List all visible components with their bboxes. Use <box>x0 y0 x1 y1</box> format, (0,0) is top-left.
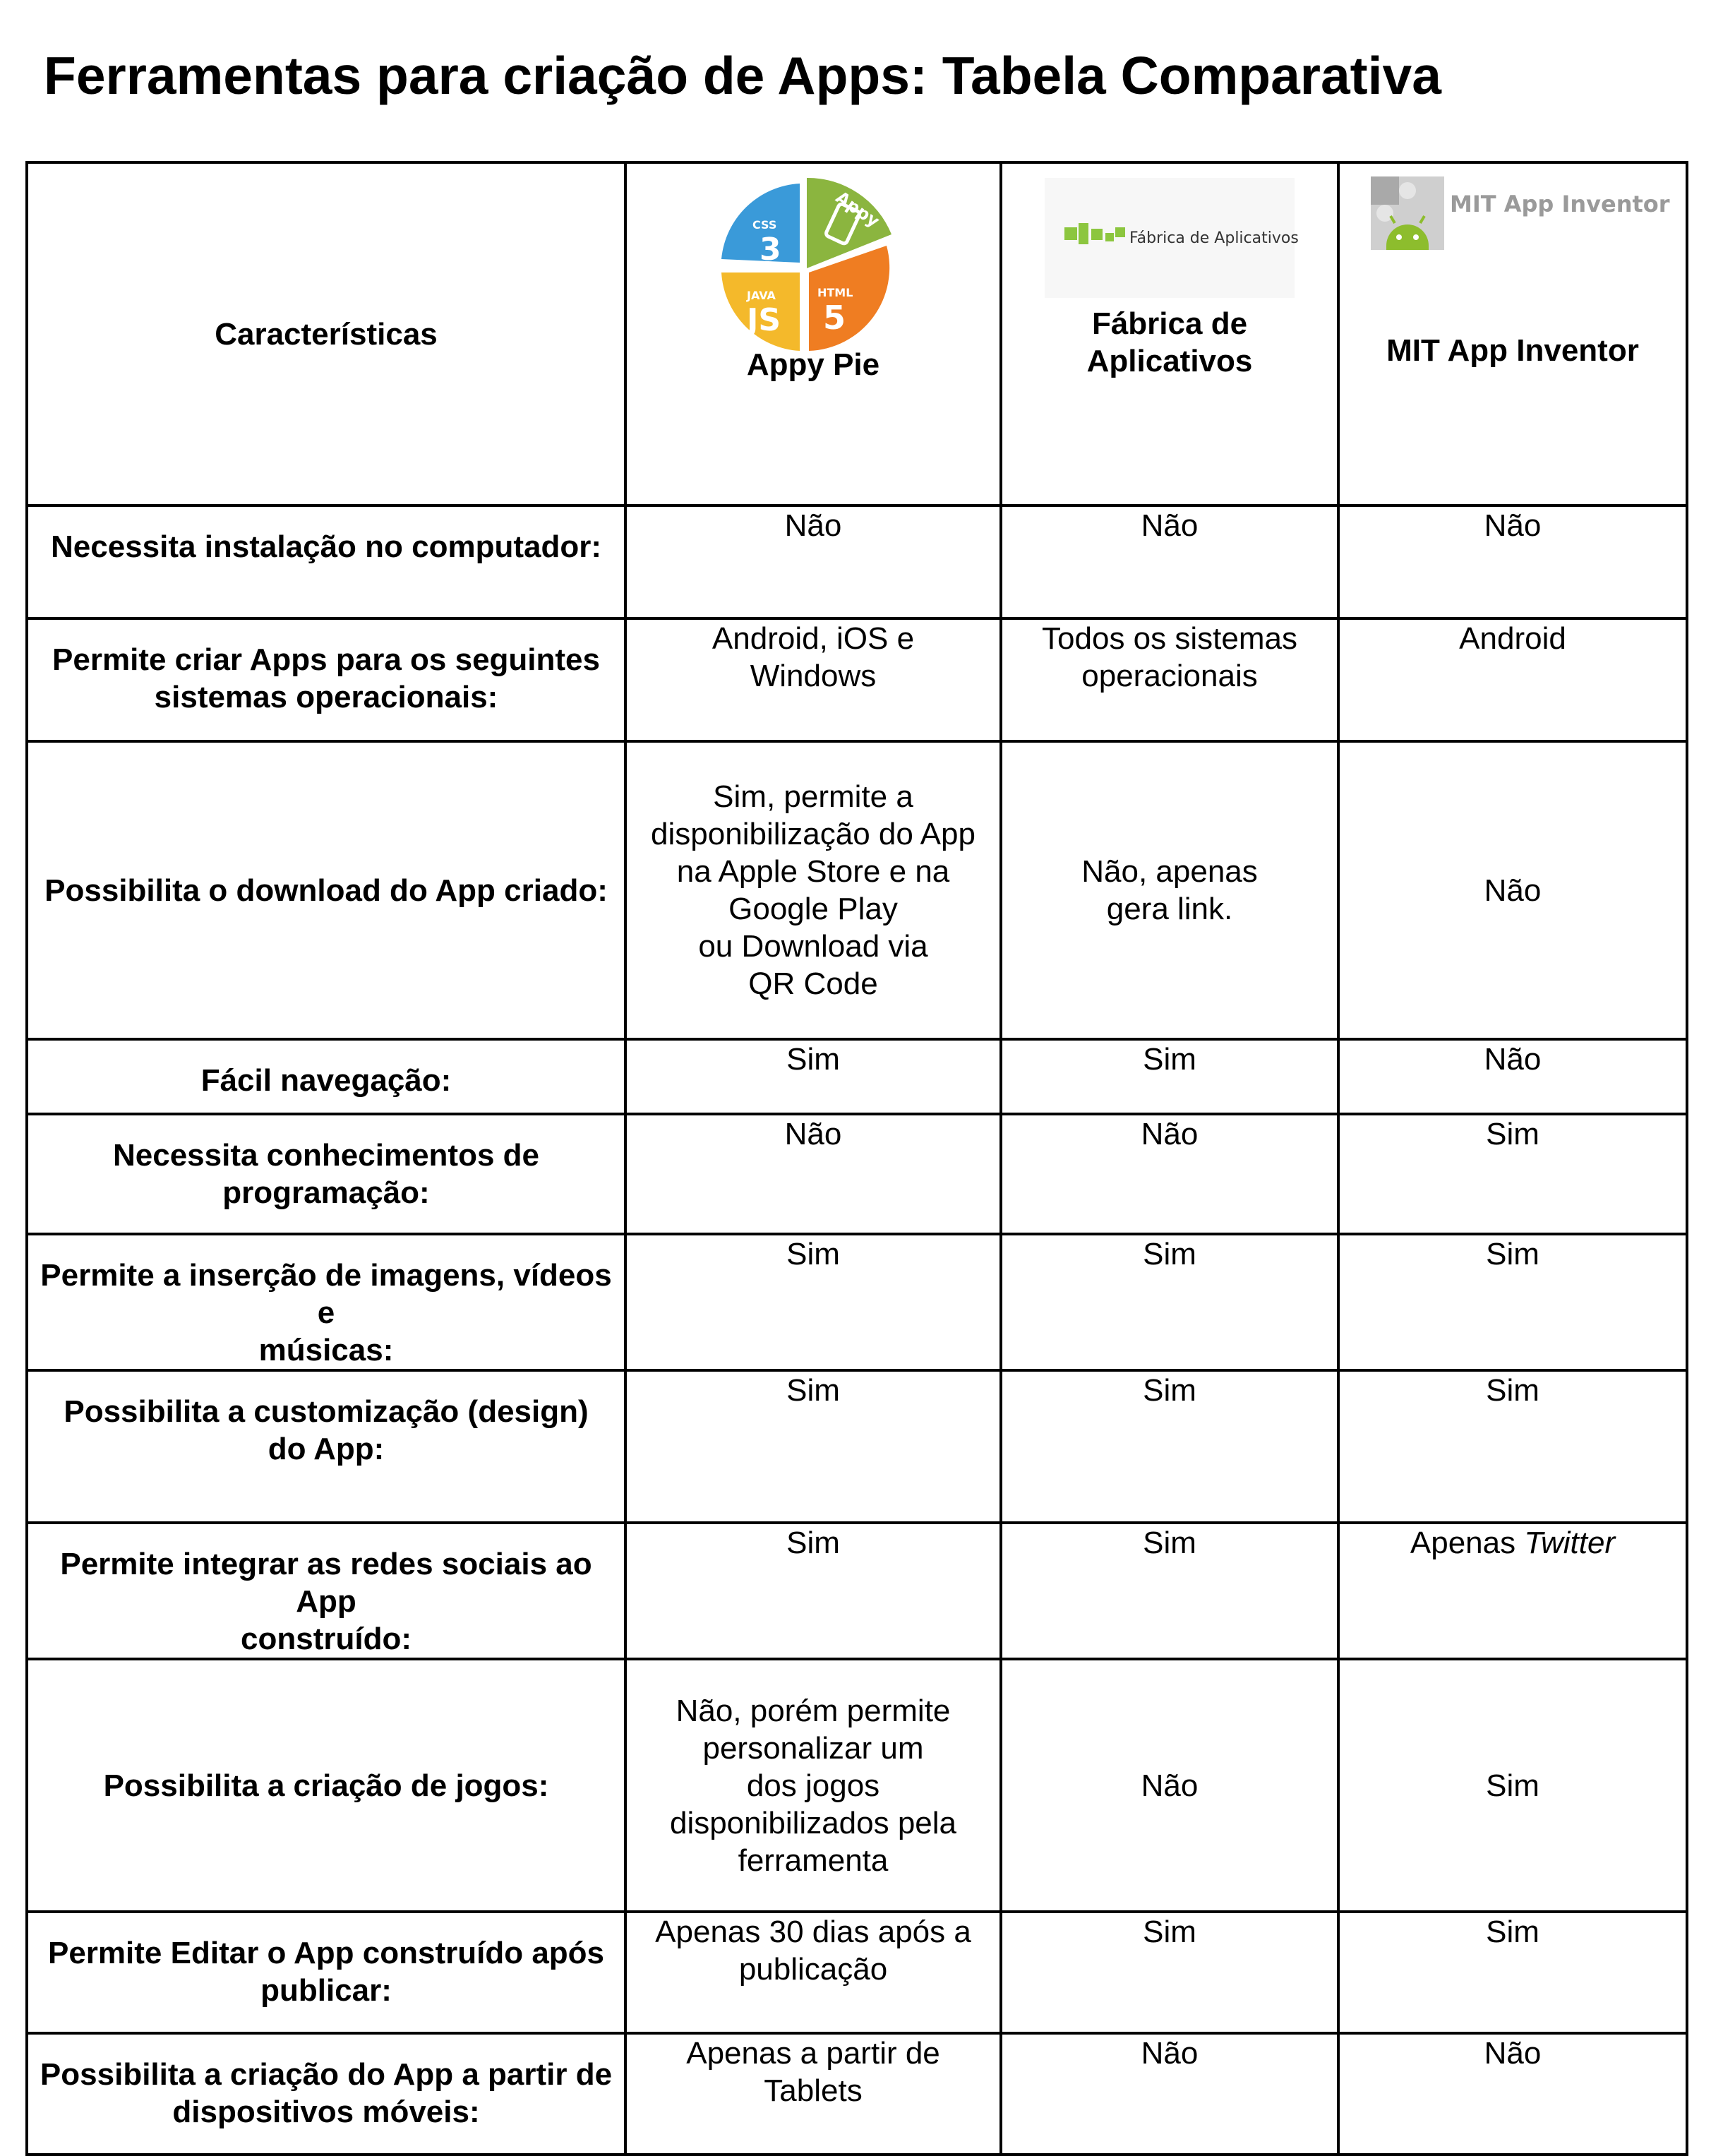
value-text: Google Play <box>728 892 898 926</box>
feature-label: Possibilita a customização (design) <box>64 1394 589 1429</box>
value-text: Não <box>1141 508 1199 543</box>
table-row <box>27 1659 1687 1912</box>
value-cell <box>1338 741 1687 1039</box>
feature-label: sistemas operacionais: <box>154 680 498 714</box>
table-row <box>27 1912 1687 2033</box>
table-row <box>27 2033 1687 2155</box>
value-cell <box>625 1370 1001 1523</box>
header-characteristics <box>27 162 625 505</box>
value-text: Tablets <box>764 2073 863 2108</box>
value-text: Sim <box>1143 1526 1196 1560</box>
value-cell <box>625 505 1001 618</box>
page-title: Ferramentas para criação de Apps: Tabela Comparativa <box>44 46 1441 105</box>
value-text: Android <box>1459 621 1566 656</box>
comparison-table <box>25 161 1688 2156</box>
value-text: Sim <box>1486 1237 1539 1271</box>
feature-label: Permite Editar o App construído após <box>47 1936 605 1970</box>
appy-pie-logo <box>719 178 902 354</box>
header-fabrica-name: Fábrica de Aplicativos <box>1086 306 1253 378</box>
value-cell <box>625 1659 1001 1912</box>
value-text: disponibilizados pela <box>669 1805 957 1840</box>
value-cell <box>1338 2033 1687 2155</box>
value-cell <box>1001 1659 1338 1912</box>
svg-text:3: 3 <box>760 232 781 268</box>
value-cell <box>625 1234 1001 1370</box>
value-text: Não <box>1484 873 1542 908</box>
svg-text:CSS: CSS <box>752 218 777 232</box>
feature-label: Necessita instalação no computador: <box>51 529 601 564</box>
feature-label: Permite integrar as redes sociais ao App <box>60 1547 592 1619</box>
value-text: Não <box>1484 1042 1542 1077</box>
feature-label: publicar: <box>260 1973 392 2008</box>
svg-text:JS: JS <box>747 302 781 338</box>
value-text: Windows <box>750 659 877 693</box>
value-text: Sim <box>786 1237 840 1271</box>
value-text: Sim <box>1143 1042 1196 1077</box>
mit-app-inventor-logo <box>1371 176 1670 261</box>
feature-label: do App: <box>268 1432 385 1466</box>
value-text: Não <box>784 1117 842 1151</box>
value-cell <box>625 741 1001 1039</box>
feature-label: Possibilita a criação de jogos: <box>103 1768 549 1803</box>
feature-label: Fácil navegação: <box>200 1063 452 1098</box>
value-text: Sim <box>1486 1768 1539 1803</box>
value-text: Apenas 30 dias após a <box>655 1915 971 1949</box>
value-cell <box>1001 1523 1338 1659</box>
feature-cell <box>27 1912 625 2033</box>
value-text: Sim <box>1486 1373 1539 1408</box>
value-cell <box>1001 618 1338 741</box>
header-appy-pie <box>625 162 1001 505</box>
svg-text:HTML: HTML <box>817 286 853 299</box>
value-text: publicação <box>738 1952 888 1987</box>
value-cell <box>1338 1234 1687 1370</box>
table-row <box>27 618 1687 741</box>
table-row <box>27 1234 1687 1370</box>
feature-cell <box>27 505 625 618</box>
header-appy-pie-name: Appy Pie <box>746 347 880 382</box>
value-cell <box>625 1039 1001 1114</box>
feature-label: dispositivos móveis: <box>172 2095 480 2129</box>
value-text: Sim <box>1143 1915 1196 1949</box>
value-text: ou Download via <box>698 929 928 964</box>
feature-label: programação: <box>222 1175 430 1210</box>
feature-cell <box>27 618 625 741</box>
feature-label: Possibilita o download do App criado: <box>44 873 608 908</box>
feature-cell <box>27 1370 625 1523</box>
svg-text:MIT App Inventor: MIT App Inventor <box>1450 191 1670 217</box>
value-cell <box>625 1912 1001 2033</box>
table-row <box>27 741 1687 1039</box>
value-cell <box>1338 505 1687 618</box>
value-cell <box>1001 2033 1338 2155</box>
value-cell <box>1001 1234 1338 1370</box>
value-text: gera link. <box>1106 892 1233 926</box>
table-row <box>27 1039 1687 1114</box>
value-cell <box>1001 505 1338 618</box>
value-text: dos jogos <box>746 1768 880 1803</box>
feature-label: construído: <box>241 1622 412 1656</box>
value-text: disponibilização do App <box>651 817 975 851</box>
value-cell <box>1001 1370 1338 1523</box>
value-text: QR Code <box>748 966 878 1001</box>
svg-text:5: 5 <box>823 299 846 337</box>
value-cell <box>625 618 1001 741</box>
value-text: Não <box>1141 1117 1199 1151</box>
table-row <box>27 505 1687 618</box>
value-text: Sim, permite a <box>713 779 913 814</box>
value-text: Não <box>1484 2036 1542 2071</box>
value-text: Apenas <box>1410 1526 1516 1560</box>
table-row <box>27 1523 1687 1659</box>
value-text: Sim <box>786 1373 840 1408</box>
value-text: personalizar um <box>702 1730 924 1766</box>
svg-text:JAVA: JAVA <box>747 289 776 302</box>
value-cell <box>1001 741 1338 1039</box>
value-text: ferramenta <box>738 1843 889 1878</box>
value-cell <box>1338 1370 1687 1523</box>
header-fabrica <box>1001 162 1338 505</box>
value-cell <box>1338 1912 1687 2033</box>
value-text: Sim <box>786 1042 840 1077</box>
feature-label: Permite a inserção de imagens, vídeos e <box>40 1258 612 1330</box>
value-text: Não <box>1141 2036 1199 2071</box>
value-cell <box>1001 1039 1338 1114</box>
feature-cell <box>27 1114 625 1234</box>
feature-cell <box>27 1523 625 1659</box>
value-cell <box>1338 1039 1687 1114</box>
value-text: Não <box>1484 508 1542 543</box>
header-mit <box>1338 162 1687 505</box>
value-text: Não, porém permite <box>676 1693 951 1728</box>
value-text: Sim <box>786 1526 840 1560</box>
value-text: na Apple Store e na <box>676 854 950 889</box>
table-row <box>27 1370 1687 1523</box>
feature-cell <box>27 1659 625 1912</box>
value-text: Não <box>1141 1768 1199 1803</box>
feature-cell <box>27 1234 625 1370</box>
feature-cell <box>27 2033 625 2155</box>
value-cell <box>625 2033 1001 2155</box>
feature-label: Necessita conhecimentos de <box>112 1138 539 1173</box>
header-characteristics-label: Características <box>215 316 438 352</box>
value-cell <box>1001 1114 1338 1234</box>
value-cell <box>1338 1659 1687 1912</box>
value-text: operacionais <box>1081 659 1258 693</box>
value-cell <box>1338 1523 1687 1659</box>
value-text: Não, apenas <box>1081 854 1258 889</box>
value-text: Sim <box>1486 1117 1539 1151</box>
value-cell <box>625 1114 1001 1234</box>
value-text: Não <box>784 508 842 543</box>
value-text: Todos os sistemas <box>1042 621 1297 656</box>
feature-label: Permite criar Apps para os seguintes <box>52 642 600 677</box>
value-cell <box>1338 1114 1687 1234</box>
value-text: Sim <box>1143 1237 1196 1271</box>
value-text-italic: Twitter <box>1524 1526 1616 1560</box>
value-text: Android, iOS e <box>712 621 915 656</box>
svg-text:Fábrica de Aplicativos: Fábrica de Aplicativos <box>1129 229 1299 247</box>
feature-label: Possibilita a criação do App a partir de <box>40 2057 613 2092</box>
value-cell <box>625 1523 1001 1659</box>
header-mit-name: MIT App Inventor <box>1386 333 1639 368</box>
feature-label: músicas: <box>258 1333 394 1367</box>
value-text: Sim <box>1486 1915 1539 1949</box>
value-cell <box>1001 1912 1338 2033</box>
svg-text:Appy: Appy <box>832 187 884 232</box>
table-row <box>27 1114 1687 1234</box>
feature-cell <box>27 1039 625 1114</box>
feature-cell <box>27 741 625 1039</box>
value-cell <box>1338 618 1687 741</box>
header-row <box>27 162 1687 505</box>
value-text: Sim <box>1143 1373 1196 1408</box>
fabrica-de-aplicativos-logo <box>1045 178 1299 298</box>
value-text: Apenas a partir de <box>686 2036 940 2071</box>
